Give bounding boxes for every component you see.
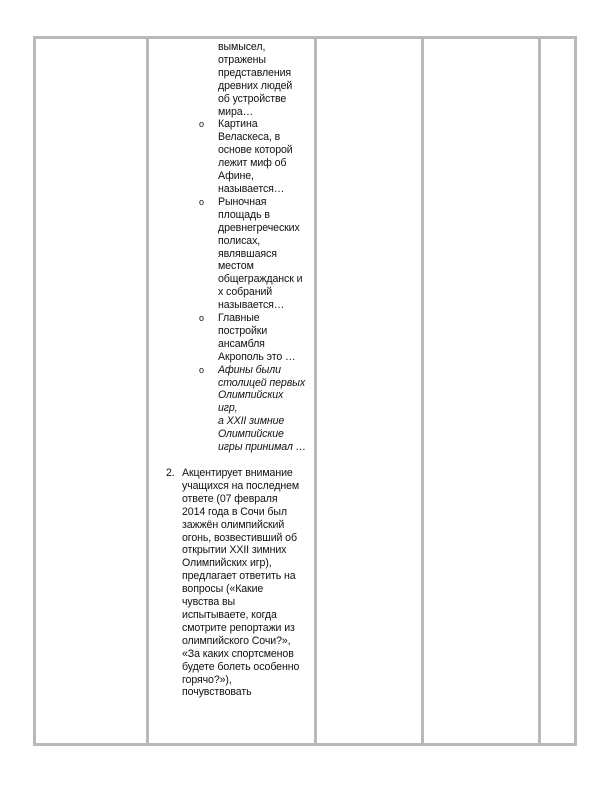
bullet-marker: o xyxy=(199,196,204,207)
column-divider xyxy=(538,39,541,743)
item-number: 2. xyxy=(166,467,175,479)
text-line: почувствовать xyxy=(182,686,252,699)
text-line: полисах, xyxy=(218,234,261,247)
text-line: испытываете, когда xyxy=(182,608,277,621)
text-line: 2014 года в Сочи был xyxy=(182,505,287,518)
text-line: Акрополь это … xyxy=(218,350,296,363)
text-line: чувства вы xyxy=(182,596,236,609)
text-line: древних людей xyxy=(218,79,293,92)
text-line: об устройстве xyxy=(218,92,287,105)
text-line: ответе (07 февраля xyxy=(182,492,278,505)
text-line: называется… xyxy=(218,299,285,312)
text-line: площадь в xyxy=(218,208,270,221)
text-line: столицей первых xyxy=(218,376,306,389)
lesson-table xyxy=(33,36,577,746)
column-divider xyxy=(146,39,149,743)
text-line: Афине, xyxy=(218,170,254,183)
text-line: древнегреческих xyxy=(218,221,300,234)
text-line: огонь, возвестивший об xyxy=(182,531,297,544)
list-item xyxy=(166,312,326,364)
list-item xyxy=(166,118,326,195)
text-line: Олимпийских xyxy=(218,389,284,402)
text-line: игр, xyxy=(218,402,238,415)
list-item xyxy=(166,196,326,312)
teacher-activity-cell xyxy=(166,41,326,699)
text-line: называется… xyxy=(218,182,285,195)
text-line: смотрите репортажи из xyxy=(182,621,295,634)
text-line: зажжён олимпийский xyxy=(182,518,285,531)
text-line: ансамбля xyxy=(218,337,265,350)
text-line: х собраний xyxy=(218,286,273,299)
text-line: игры принимал … xyxy=(218,441,307,454)
text-line: Олимпийские xyxy=(218,428,284,441)
text-line: основе которой xyxy=(218,144,293,157)
text-line: открытии XXII зимних xyxy=(182,544,287,557)
text-line: являвшаяся xyxy=(218,247,277,260)
text-line: местом xyxy=(218,260,254,273)
column-divider xyxy=(421,39,424,743)
text-line: Картина xyxy=(218,118,258,131)
text-line: Афины были xyxy=(218,363,281,376)
text-line: общегражданск и xyxy=(218,273,303,286)
text-line: Рыночная xyxy=(218,195,267,208)
text-line: постройки xyxy=(218,324,268,337)
text-line: Веласкеса, в xyxy=(218,131,281,144)
text-line: Олимпийских игр), xyxy=(182,557,272,570)
text-line: «За каких спортсменов xyxy=(182,647,294,660)
text-line: олимпийского Сочи?», xyxy=(182,634,291,647)
text-line: лежит миф об xyxy=(218,157,287,170)
text-line: представления xyxy=(218,66,292,79)
text-line: Акцентирует внимание xyxy=(182,467,293,479)
text-line: вопросы («Какие xyxy=(182,583,264,596)
text-line: вымысел, xyxy=(218,41,266,53)
text-line: мира… xyxy=(218,105,254,118)
question-list xyxy=(166,41,326,454)
bullet-marker: o xyxy=(199,313,204,324)
list-item-continuation xyxy=(166,41,326,118)
text-line: отражены xyxy=(218,53,266,66)
text-line: предлагает ответить на xyxy=(182,570,296,583)
numbered-item xyxy=(166,467,326,699)
text-line: а XXII зимние xyxy=(218,415,285,428)
text-line: учащихся на последнем xyxy=(182,479,300,492)
text-line: будете болеть особенно xyxy=(182,660,300,673)
text-line: Главные xyxy=(218,312,260,325)
list-item xyxy=(166,364,326,454)
bullet-marker: o xyxy=(199,364,204,375)
bullet-marker: o xyxy=(199,119,204,130)
text-line: горячо?»), xyxy=(182,673,232,686)
